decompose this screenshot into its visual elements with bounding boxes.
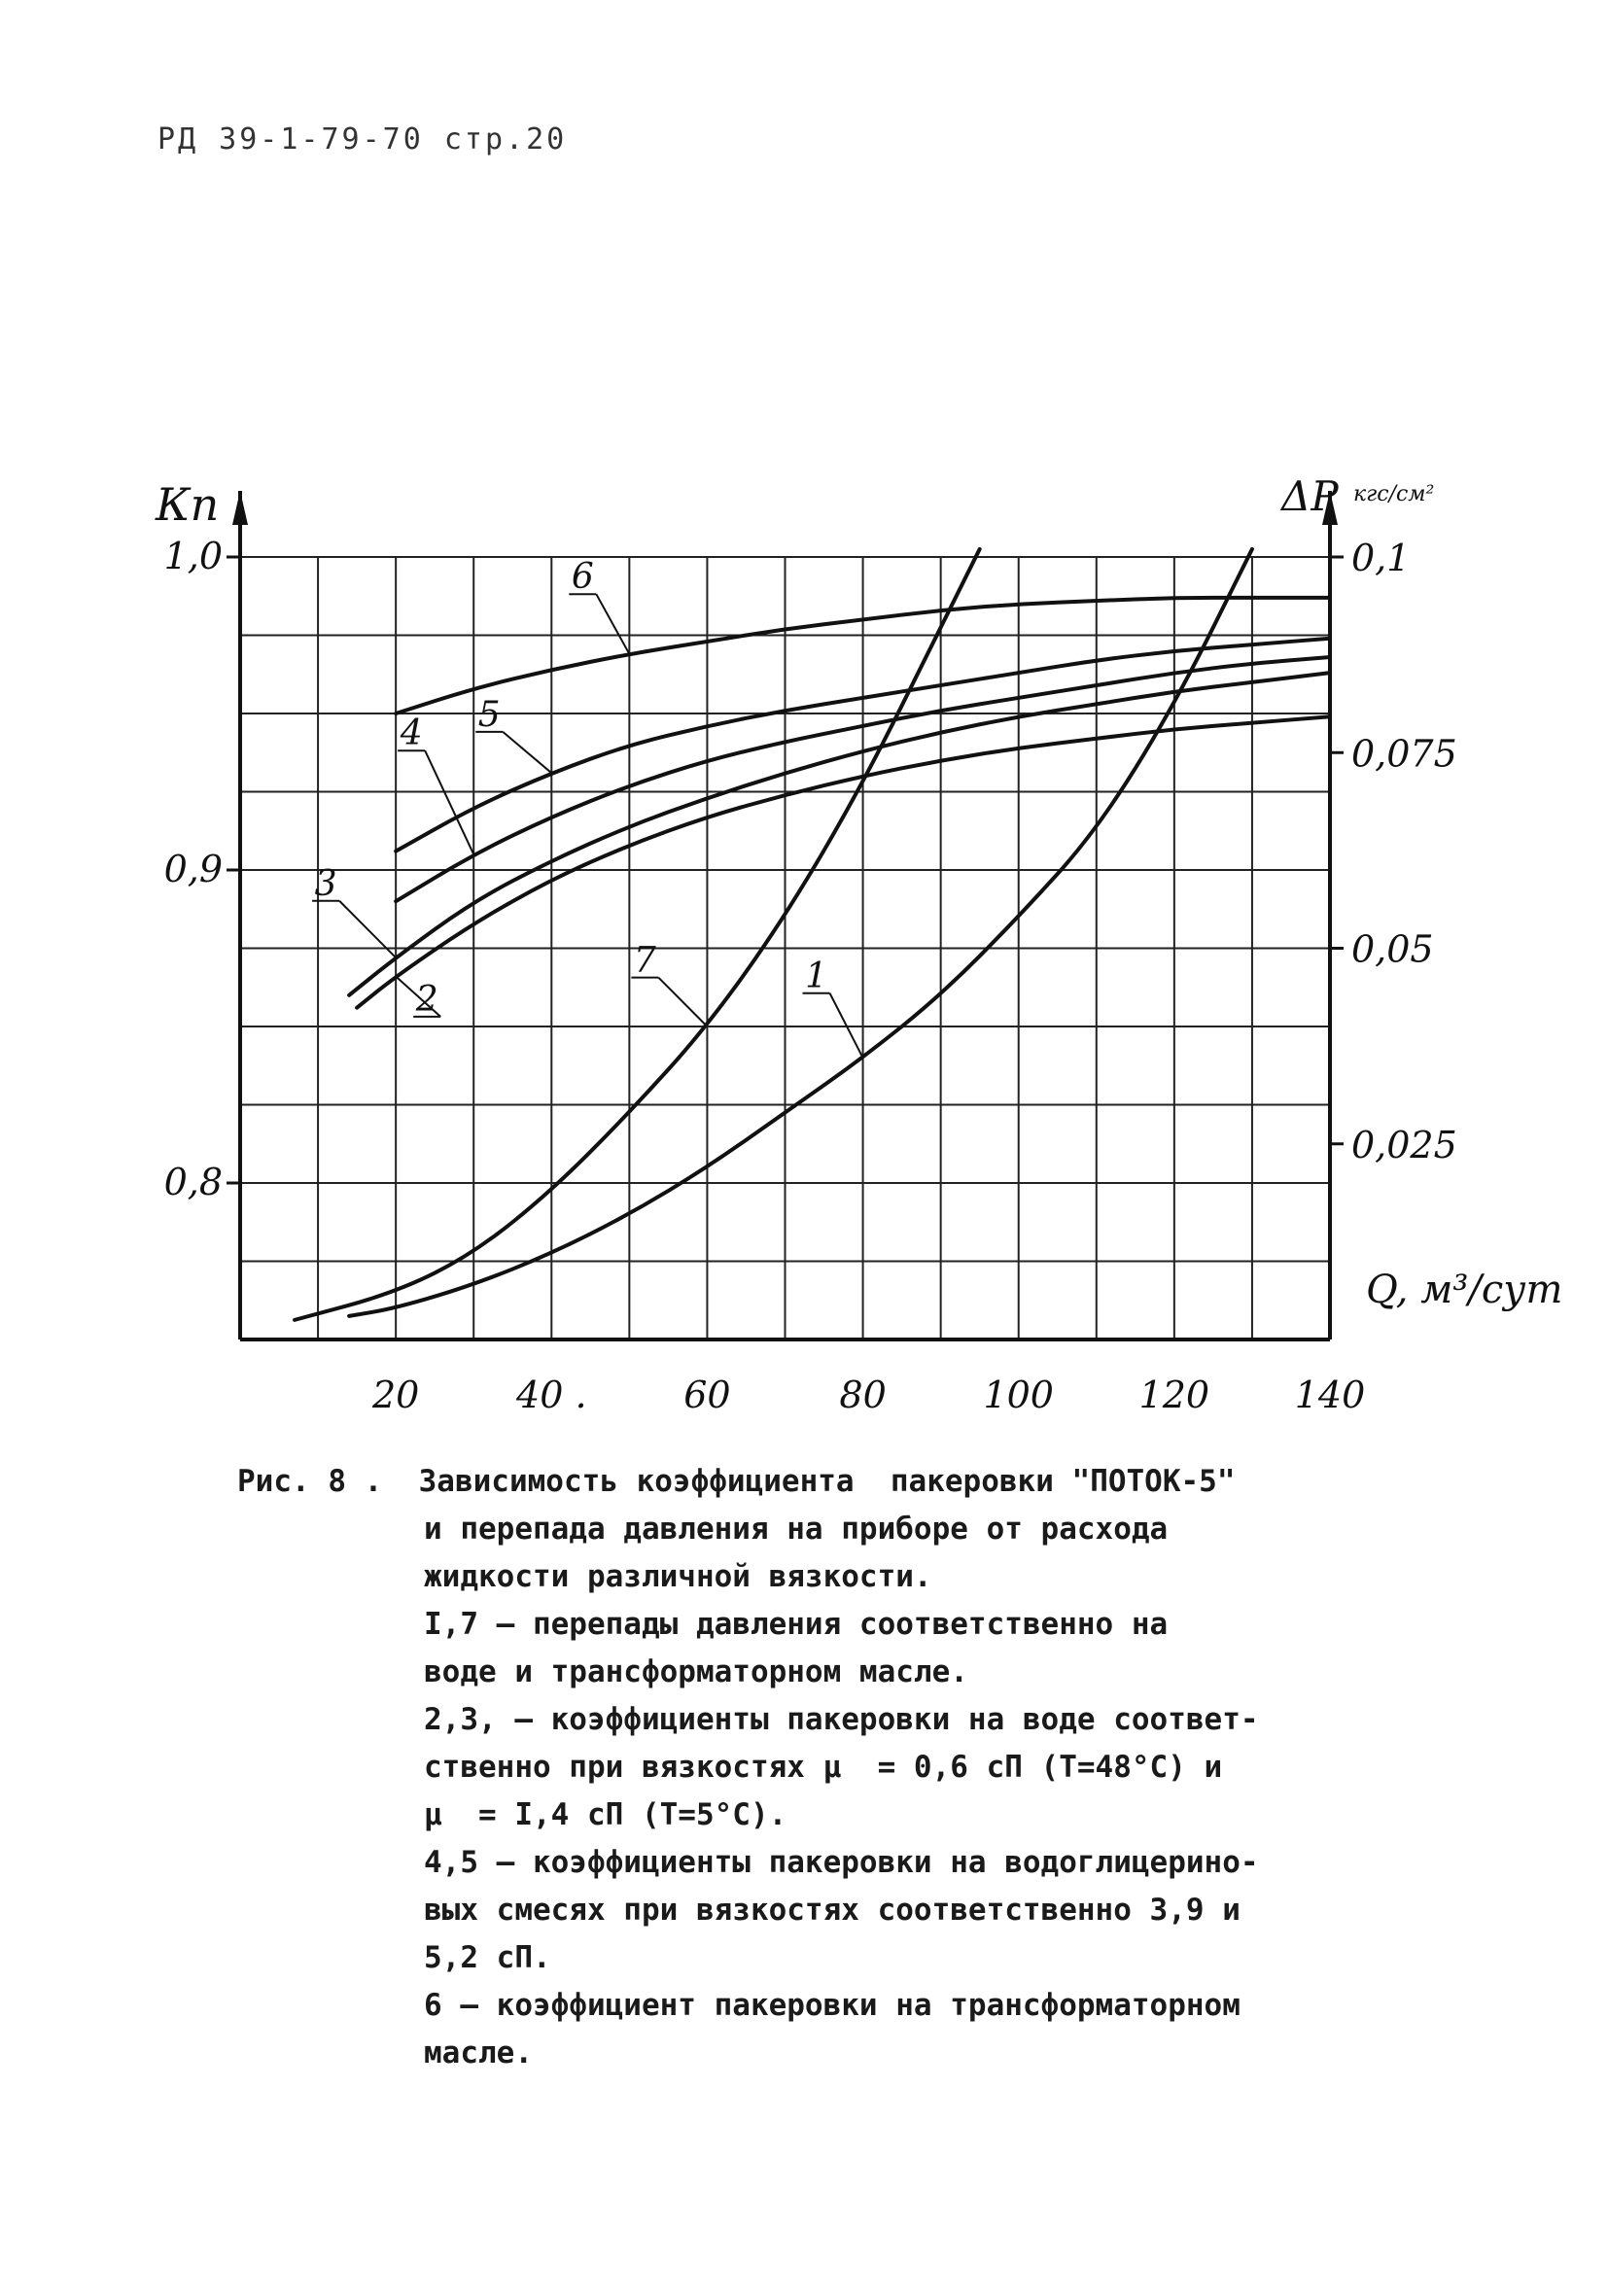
series-label-7: 7 xyxy=(633,940,656,981)
x-tick-label: 60 xyxy=(683,1374,731,1416)
x-tick-label: 80 xyxy=(839,1374,887,1416)
figure-label: Рис. 8 . xyxy=(237,1464,383,1499)
series-leader-line xyxy=(596,594,629,654)
series-line-7 xyxy=(295,549,980,1320)
x-axis-title: Q, м³/сут xyxy=(1366,1268,1563,1312)
series-label-2: 2 xyxy=(415,979,438,1020)
caption-line: вых смесях при вязкостях соответственно 3,9 и xyxy=(424,1893,1241,1928)
caption-line: масле. xyxy=(424,2035,533,2070)
chart-labels xyxy=(155,472,1562,1416)
x-tick-label: 100 xyxy=(983,1374,1054,1416)
series-label-5: 5 xyxy=(477,694,501,735)
caption-line: 6 – коэффициент пакеровки на трансформаторном xyxy=(424,1988,1241,2023)
y-right-tick-label: 0,075 xyxy=(1351,732,1457,776)
series-label-4: 4 xyxy=(400,713,423,754)
y-axis-left-arrow xyxy=(232,491,248,525)
x-tick-label: 40 . xyxy=(516,1374,587,1416)
y-left-tick-label: 1,0 xyxy=(163,535,223,577)
caption-line: 5,2 сП. xyxy=(424,1940,551,1975)
caption-line: μ = I,4 сП (Т=5°С). xyxy=(424,1797,787,1832)
caption-line: жидкости различной вязкости. xyxy=(424,1559,932,1594)
y-left-axis-title: Кп xyxy=(156,478,220,531)
x-tick-label: 120 xyxy=(1138,1374,1210,1416)
series-line-2 xyxy=(357,716,1330,1007)
series-leader-line xyxy=(830,993,863,1058)
y-right-tick-label: 0,1 xyxy=(1351,537,1411,579)
series-leader-line xyxy=(658,978,707,1026)
series-label-6: 6 xyxy=(571,557,594,598)
figure-caption xyxy=(237,1458,1404,2077)
series-leader-line xyxy=(425,750,473,854)
caption-line: воде и трансформаторном масле. xyxy=(424,1654,968,1689)
caption-line: 4,5 – коэффициенты пакеровки на водоглицерино- xyxy=(424,1845,1259,1880)
caption-line: и перепада давления на приборе от расхода xyxy=(424,1512,1169,1547)
caption-line: 2,3, – коэффициенты пакеровки на воде соответ- xyxy=(424,1702,1259,1737)
series-line-1 xyxy=(349,549,1252,1316)
y-right-axis-unit: кгс/см² xyxy=(1353,482,1435,506)
y-left-tick-label: 0,8 xyxy=(163,1161,223,1203)
series-label-3: 3 xyxy=(314,863,337,904)
series-leader-line xyxy=(503,732,551,773)
y-right-tick-label: 0,05 xyxy=(1351,927,1434,971)
series-label-1: 1 xyxy=(805,956,827,996)
x-tick-label: 140 xyxy=(1294,1374,1366,1416)
caption-line: ственно при вязкостях μ = 0,6 сП (Т=48°С) и xyxy=(424,1750,1223,1785)
y-left-tick-label: 0,9 xyxy=(163,848,223,890)
caption-first-line xyxy=(237,1458,1404,1506)
page-header: РД 39-1-79-70 стр.20 xyxy=(157,122,568,157)
caption-line: Зависимость коэффициента пакеровки "ПОТОК-5" xyxy=(418,1464,1236,1499)
y-right-axis-title: ΔР xyxy=(1281,472,1339,520)
x-tick-label: 20 xyxy=(371,1374,420,1416)
y-right-tick-label: 0,025 xyxy=(1351,1123,1457,1166)
caption-line: I,7 – перепады давления соответственно на xyxy=(424,1607,1169,1642)
